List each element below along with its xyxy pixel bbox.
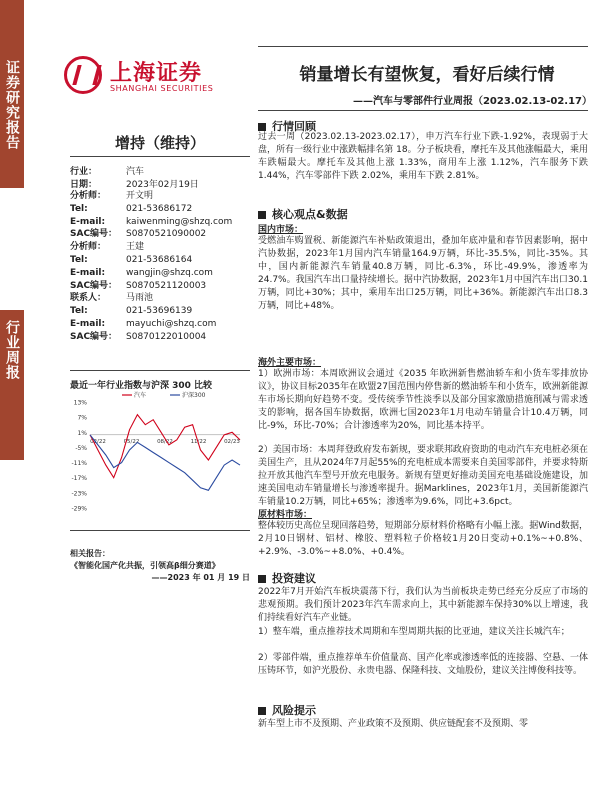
analyst-value: 021-53686164: [126, 254, 193, 265]
x-tick-label: 05/22: [123, 438, 140, 445]
analyst-value: 马雨池: [126, 293, 154, 304]
meta-label: 日期：: [70, 180, 98, 190]
overseas-us-text: 2）美国市场：本周拜登政府发布新规，要求联邦政府资助的电动汽车充电桩必须在美国生产，且从2024年7月起55%的充电桩成本需要来自美国零部件，并要求特斯拉开放其他汽车型号开放充电服务。新规有望更好推动美国充电基础设施建设，加速美国电动车销量增长与渗透率提升。据Marklines，2023年1月，美国新能源汽车销量10.2万辆，同比+65%；渗透率为9.6%，同比+3.6pct。: [258, 445, 588, 507]
analyst-row: [70, 267, 232, 280]
analyst-label: SAC编号：: [70, 331, 118, 342]
analyst-label: Tel:: [70, 254, 88, 265]
header-top-rule: [258, 46, 588, 47]
analyst-label: 分析师：: [70, 242, 107, 253]
analyst-email[interactable]: wangjin@shzq.com: [126, 267, 213, 278]
rating-rule: [70, 156, 250, 157]
related-report-link[interactable]: 《智能化国产化共振，引领高β细分赛道》: [70, 561, 220, 570]
y-tick-label: -11%: [71, 460, 87, 468]
legend-label: 汽车: [134, 392, 147, 399]
analyst-row: [70, 241, 232, 254]
analyst-email[interactable]: mayuchi@shzq.com: [126, 318, 217, 329]
bullet-square-icon: [258, 575, 266, 583]
analyst-label: SAC编号：: [70, 229, 118, 240]
analyst-value: S0870521090002: [126, 229, 207, 240]
related-report-date: ——2023 年 01 月 19 日: [151, 573, 250, 582]
section-core-title: [258, 206, 348, 222]
analyst-row: [70, 216, 232, 229]
analyst-value: S0870521120003: [126, 280, 207, 291]
related-header: 相关报告：: [70, 549, 110, 558]
analyst-label: SAC编号：: [70, 280, 118, 291]
y-tick-label: 1%: [77, 429, 87, 437]
section-invest-title: [258, 570, 316, 586]
x-tick-label: 02/23: [224, 438, 240, 445]
meta-row: [70, 166, 199, 179]
section-title-text: 核心观点&数据: [272, 208, 348, 221]
review-text: 过去一周（2023.02.13-2023.02.17），申万汽车行业下跌-1.92%，表现弱于大盘，所有一级行业中涨跌幅排名第 18。分子板块看，摩托车及其他涨幅最大，乘用车跌幅最大。摩托车及其他上涨 1.33%，商用车上涨 1.12%，汽车服务下跌 1.44%，汽车零部件下跌 2.02%，乘用车下跌 2.81%。: [258, 132, 588, 181]
analyst-row: [70, 305, 232, 318]
related-reports: [70, 548, 250, 584]
overseas-europe-text: 1）欧洲市场：本周欧洲议会通过《2035 年欧洲新售燃油轿车和小货车零排放协议》，协议目标2035年在欧盟27国范围内停售新的燃油轿车和小货车，欧洲新能源车市场长期向好趋势不变。受传统季节性淡季以及部分国家激励措施削减与需求透支的影响，据各国车协数据，欧洲七国2023年1月电动车销量合计10.4万辆，同比-9%，环比-70%；合计渗透率为20%，同比基本持平。: [258, 369, 588, 431]
analyst-value: 021-53686172: [126, 203, 193, 214]
bullet-square-icon: [258, 211, 266, 219]
y-tick-label: -23%: [71, 490, 87, 498]
y-tick-label: 13%: [73, 399, 87, 407]
domestic-label: 国内市场：: [258, 225, 304, 235]
bullet-square-icon: [258, 123, 266, 131]
analyst-row: [70, 331, 232, 344]
analyst-value: 王建: [126, 242, 145, 253]
analyst-value: S0870122010004: [126, 331, 207, 342]
chart-bottom-rule: [70, 530, 250, 531]
logo-cn-text: 上海证券: [110, 61, 203, 86]
risk-text: 新车型上市不及预期、产业政策不及预期、供应链配套不及预期、零: [258, 719, 529, 729]
company-logo: [64, 54, 234, 98]
x-tick-label: 08/22: [157, 438, 173, 445]
sidebar-top-label: 证券研究报告: [4, 60, 20, 150]
sidebar-category-band: [0, 310, 24, 460]
index-comparison-chart: [64, 390, 244, 520]
bullet-square-icon: [258, 707, 266, 715]
y-tick-label: -5%: [75, 444, 87, 452]
y-tick-label: 7%: [77, 414, 87, 422]
invest-parts-text: 2）零部件端，重点推荐单车价值量高、国产化率或渗透率低的连接器、空悬、一体压铸环节，如沪光股份、永贵电器、保隆科技、文灿股份，建议关注博俊科技等。: [258, 653, 588, 676]
analyst-row: [70, 318, 232, 331]
section-title-text: 风险提示: [272, 704, 316, 717]
x-tick-label: 02/22: [90, 438, 106, 445]
x-tick-label: 11/22: [190, 438, 207, 445]
analyst-block: [70, 186, 232, 344]
analyst-label: E-mail:: [70, 216, 106, 227]
series-line-0: [90, 415, 240, 478]
report-subtitle: ——汽车与零部件行业周报（2023.02.13-02.17）: [352, 96, 592, 107]
sidebar: [0, 0, 24, 800]
y-tick-label: -29%: [71, 505, 87, 513]
report-title: 销量增长有望恢复，看好后续行情: [299, 65, 555, 85]
rating: 增持（维持）: [114, 134, 205, 152]
sidebar-mid-label: 行业周报: [4, 320, 20, 380]
legend-label: 沪深300: [182, 392, 206, 399]
analyst-label: 联系人：: [70, 293, 107, 304]
raw-material-text: 整体较历史高位呈现回落趋势，短期部分原材料价格略有小幅上涨。据Wind数据，2月10日钢材、铝材、橡胶、塑料粒子价格较1月20日变动+0.1%~+0.8%、+2.9%、-3.0%~+8.0%、+0.4%。: [258, 521, 588, 557]
header-bottom-rule: [258, 110, 588, 111]
analyst-row: [70, 280, 232, 293]
chart-title: 最近一年行业指数与沪深 300 比较: [70, 381, 213, 391]
chart-top-rule: [70, 370, 250, 371]
analyst-label: Tel:: [70, 306, 88, 317]
analyst-label: 分析师：: [70, 191, 107, 201]
sidebar-report-type-band: [0, 0, 24, 188]
analyst-email[interactable]: kaiwenming@shzq.com: [126, 216, 233, 227]
analyst-label: E-mail:: [70, 267, 106, 278]
meta-value: 2023年02月19日: [126, 180, 199, 190]
analyst-value: 021-53696139: [126, 306, 193, 317]
section-title-text: 行情回顾: [272, 120, 316, 133]
analyst-row: [70, 190, 232, 203]
y-tick-label: -17%: [71, 475, 87, 483]
meta-value: 汽车: [126, 167, 145, 177]
overseas-label: 海外主要市场：: [258, 358, 322, 368]
raw-material-label: 原材料市场：: [258, 510, 313, 520]
analyst-label: Tel:: [70, 203, 88, 214]
analyst-row: [70, 203, 232, 216]
section-title-text: 投资建议: [272, 572, 316, 585]
logo-en-text: SHANGHAI SECURITIES: [110, 84, 214, 93]
meta-label: 行业：: [70, 167, 98, 177]
section-risk-title: [258, 702, 316, 718]
logo-emblem-icon: [64, 56, 102, 94]
analyst-row: [70, 228, 232, 241]
analyst-value: 开文明: [126, 191, 154, 201]
analyst-row: [70, 254, 232, 267]
analyst-row: [70, 292, 232, 305]
domestic-text: 受燃油车购置税、新能源汽车补贴政策退出，叠加年底冲量和春节因素影响，据中汽协数据，2023年1月国内汽车销量164.9万辆，环比-35.5%，同比-35%。其中，国内新能源汽车销量40.8万辆，同比-6.3%，环比-49.9%，渗透率为24.7%。我国汽车出口量持续增长。据中汽协数据，2023年1月中国汽车出口30.1万辆，同比+30%；其中，乘用车出口25万辆，同比+36%。新能源汽车出口8.3万辆，同比+48%。: [258, 236, 588, 311]
invest-text: 2022年7月开始汽车板块震荡下行，我们认为当前板块走势已经充分反应了市场的悲观预期。我们预计2023年汽车需求向上，其中新能源车保持30%以上增速，我们持续看好汽车产业链。: [258, 587, 588, 623]
invest-vehicle-text: 1）整车端，重点推荐技术周期和车型周期共振的比亚迪，建议关注长城汽车；: [258, 627, 570, 637]
analyst-label: E-mail:: [70, 318, 106, 329]
